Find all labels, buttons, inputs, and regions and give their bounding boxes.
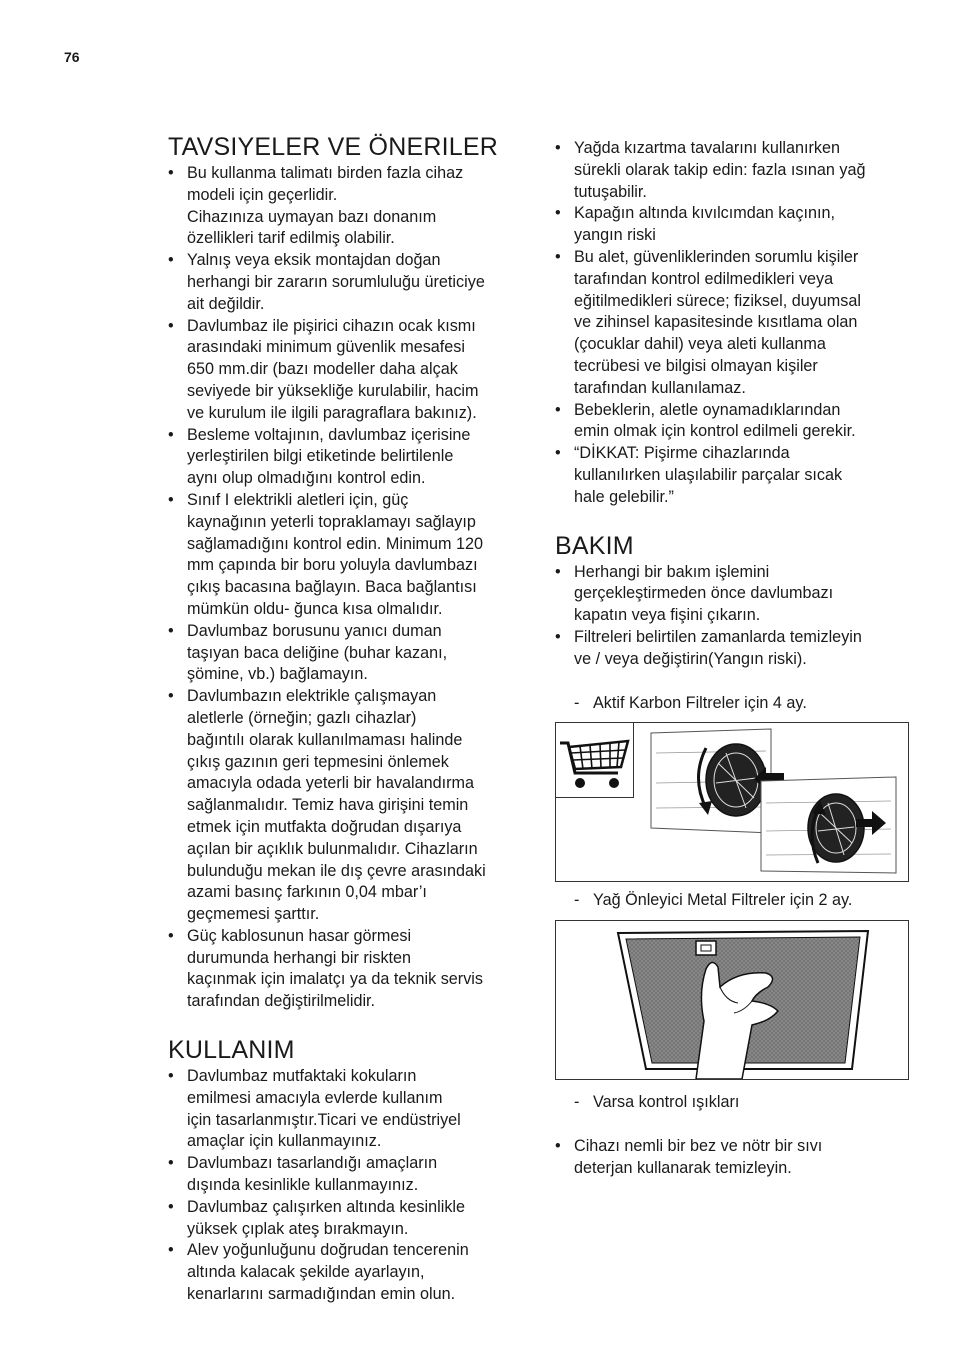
tavsiyeler-item: • Davlumbaz ile pişirici cihazın ocak kısmı arasındaki minimum güvenlik mesafesi 650 mm.dir (bazı modeller daha alçak seviyede bir yüksekliğe kurulabilir, hacim ve kurulum ile ilgili paragraflara bakınız). xyxy=(168,316,530,425)
tavsiyeler-item: • Besleme voltajının, davlumbaz içerisine yerleştirilen bilgi etiketinde belirtilenle aynı olup olmadığını kontrol edin. xyxy=(168,425,530,490)
tavsiyeler-item: • Bu kullanma talimatı birden fazla cihaz modeli için geçerlidir. Cihazınıza uymayan bazı donanım özellikleri tarif edilmiş olabilir. xyxy=(168,163,530,250)
right-column xyxy=(555,138,911,1180)
grease-filter-figure xyxy=(555,920,909,1080)
section-title-bakim: BAKIM xyxy=(555,531,634,560)
tavsiyeler-item: • Davlumbaz borusunu yanıcı duman taşıyan baca deliğine (buhar kazanı, şömine, vb.) bağlamayın. xyxy=(168,621,530,686)
kullanim-item: • Davlumbazı tasarlandığı amaçların dışında kesinlikle kullanmayınız. xyxy=(168,1153,530,1197)
section-title-kullanim: KULLANIM xyxy=(168,1036,295,1065)
safety-item: • “DİKKAT: Pişirme cihazlarında kullanılırken ulaşılabilir parçalar sıcak hale gelebilir.” xyxy=(555,443,911,508)
carbon-filter-interval: - Aktif Karbon Filtreler için 4 ay. xyxy=(574,693,807,712)
tavsiyeler-item: • Davlumbazın elektrikle çalışmayan aletlerle (örneğin; gazlı cihazlar) bağıntılı olarak kullanılmaması halinde çıkış gazının geri tepmesini önlemek amacıyla odada yeterli bir havalandırma sağlanmalıdır. Temiz hava girişini temin etmek için mutfakta doğrudan dışarıya açılan bir açıklık bulunmalıdır. Cihazların bulunduğu mekan ile dış çevre arasındaki azami basınç farkının 0,04 mbar’ı geçmemesi şarttır. xyxy=(168,686,530,926)
left-column xyxy=(168,132,530,1306)
section-title-tavsiyeler: TAVSIYELER VE ÖNERILER xyxy=(168,133,498,161)
tavsiyeler-item: • Yalnış veya eksik montajdan doğan herhangi bir zararın sorumluluğu üreticiye ait değildir. xyxy=(168,250,530,315)
control-lights-note: - Varsa kontrol ışıkları xyxy=(574,1093,740,1112)
final-cleaning-list xyxy=(555,1136,911,1180)
safety-item: • Kapağın altında kıvılcımdan kaçının, yangın riski xyxy=(555,203,911,247)
tavsiyeler-item: • Güç kablosunun hasar görmesi durumunda herhangi bir riskten kaçınmak için imalatçı ya da teknik servis tarafından değiştirilmelidir. xyxy=(168,926,530,1013)
bakim-item: • Herhangi bir bakım işlemini gerçekleştirmeden önce davlumbazı kapatın veya fişini çıkarın. xyxy=(555,562,911,627)
bakim-item: • Filtreleri belirtilen zamanlarda temizleyin ve / veya değiştirin(Yangın riski). xyxy=(555,627,911,671)
kullanim-list xyxy=(168,1066,530,1306)
kullanim-item: • Alev yoğunluğunu doğrudan tencerenin altında kalacak şekilde ayarlayın, kenarlarını sarmadığından emin olun. xyxy=(168,1240,530,1305)
tavsiyeler-list xyxy=(168,163,530,1013)
grease-filter-interval: - Yağ Önleyici Metal Filtreler için 2 ay. xyxy=(574,891,853,910)
safety-item: • Bu alet, güvenliklerinden sorumlu kişiler tarafından kontrol edilmedikleri veya eğitilmedikleri sürece; fiziksel, duyumsal ve zihinsel kapasitesinde kısıtlama olan (çocuklar dahil) veya aleti kullanma tecrübesi ve bilgisi olmayan kişiler tarafından kullanılamaz. xyxy=(555,247,911,400)
kullanim-item: • Davlumbaz çalışırken altında kesinlikle yüksek çıplak ateş bırakmayın. xyxy=(168,1197,530,1241)
carbon-filter-removal-illustration xyxy=(556,723,908,881)
kullanim-item: • Davlumbaz mutfaktaki kokuların emilmesi amacıyla evlerde kullanım için tasarlanmıştır.Ticari ve endüstriyel amaçlar için kullanmayınız. xyxy=(168,1066,530,1153)
safety-item: • Yağda kızartma tavalarını kullanırken sürekli olarak takip edin: fazla ısınan yağ tutuşabilir. xyxy=(555,138,911,203)
grease-filter-removal-illustration xyxy=(556,921,908,1079)
safety-list xyxy=(555,138,911,509)
safety-item: • Bebeklerin, aletle oynamadıklarından emin olmak için kontrol edilmeli gerekir. xyxy=(555,400,911,444)
cleaning-instruction: • Cihazı nemli bir bez ve nötr bir sıvı deterjan kullanarak temizleyin. xyxy=(555,1136,911,1180)
carbon-filter-figure xyxy=(555,722,909,882)
bakim-list xyxy=(555,562,911,671)
tavsiyeler-item: • Sınıf I elektrikli aletleri için, güç kaynağının yeterli topraklamayı sağlayıp sağlamadığını kontrol edin. Minimum 120 mm çapında bir boru yoluyla davlumbazı çıkış bacasına bağlayın. Baca bağlantısı mümkün oldu- ğunca kısa olmalıdır. xyxy=(168,490,530,621)
page-number: 76 xyxy=(64,49,80,65)
